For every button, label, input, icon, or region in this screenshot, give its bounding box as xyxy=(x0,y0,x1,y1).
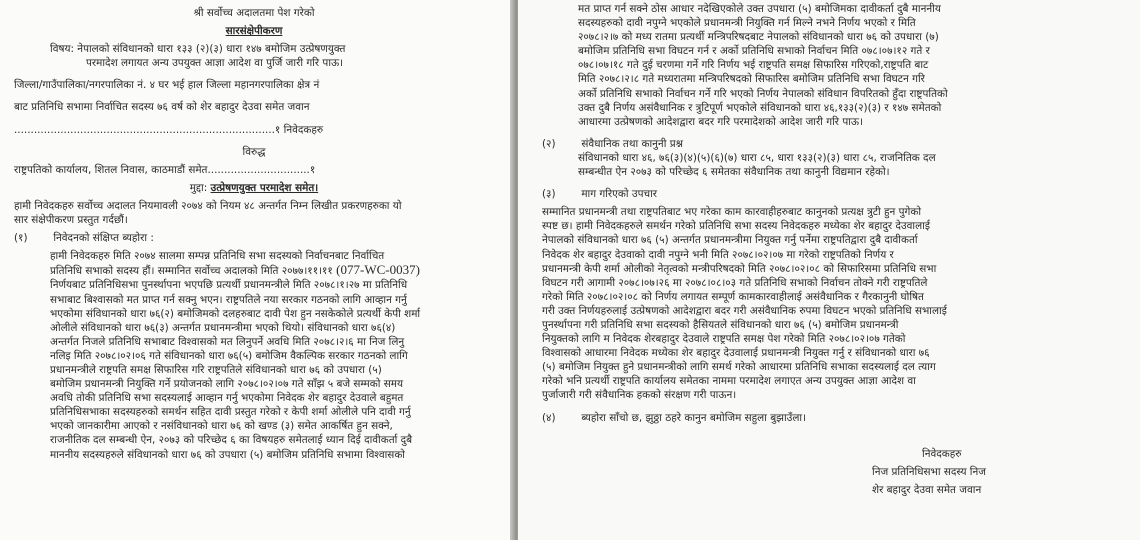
case-subject-prefix: मुद्दा: xyxy=(189,181,208,194)
petitioner-line: जिल्ला/गाउँपालिका/नगरपालिका नं. ४ घर भई हाल जिल्ला महानगरपालिका क्षेत्र नं xyxy=(14,79,320,92)
paragraph-line: आधारमा उत्प्रेषणको आदेशद्वारा बदर गरि परमादेशको आदेश जारी गरि पाऊ। xyxy=(578,115,864,128)
paragraph-line: प्रधानमन्त्रीले राष्ट्रपति समक्ष सिफारिस गरि राष्ट्रपतिले संविधानको धारा ७६ को उपधारा (५) xyxy=(50,363,382,376)
left-page xyxy=(0,0,512,540)
signature-line: निज प्रतिनिधिसभा सदस्य निज xyxy=(872,465,986,478)
paragraph-line: (५) बमोजिम नियुक्त हुने प्रधानमन्त्रीको लागि समर्थ गरेको आधारमा प्रतिनिधि सभाका सदस्यलाई दल त्याग xyxy=(542,361,936,374)
paragraph-line: निर्णयबाट प्रतिनिधिसभा पुनर्स्थापना भएपछि प्रत्यर्थी प्रधानमन्त्रीले मिति २०७८।१।२७ मा प्रतिनिधि xyxy=(50,279,408,292)
section-heading xyxy=(14,231,494,245)
paragraph-line: भएको जानकारीमा आएको र नसंविधानको धारा ७६ को खण्ड (३) समेत आकर्षित हुन सक्ने, xyxy=(50,420,393,433)
signature-title: निवेदकहरु xyxy=(922,447,962,460)
paragraph-line: पुर्जाजारी गरी संवैधानिक हकको संरक्षण गरी पाऊन। xyxy=(542,389,737,402)
intro-line: सार संक्षेपीकरण प्रस्तुत गर्दछौं। xyxy=(14,214,128,227)
section-heading xyxy=(542,137,1122,151)
case-subject-heading xyxy=(14,181,494,195)
paragraph-line: अन्तर्गत निजले प्रतिनिधि सभाबाट विश्वासको मत लिनुपर्ने अवधि मिति २०७८।२।६ मा निज लिनु xyxy=(50,335,405,348)
section-number: (१) xyxy=(14,232,28,245)
case-subject-text: उत्प्रेषणयुक्त परमादेश समेत। xyxy=(210,181,319,194)
paragraph-line: बमोजिम प्रतिनिधि सभा विघटन गर्न र अर्को प्रतिनिधि सभाको निर्वाचन मिति ०७८।०७।१२ गते र xyxy=(578,45,930,58)
paragraph-line: विघटन गरी आगामी २०७८।०७।२६ मा २०७८।०८।०३ गते प्रतिनिधि सभाको निर्वाचन तोक्ने गरी राष्ट्रपतिले xyxy=(542,276,928,289)
paragraph-line: सभाबाट बिश्वासको मत प्राप्त गर्न सक्नु भएन। राष्ट्रपतिले नया सरकार गठनको लागि आव्हान गर्नु xyxy=(50,293,407,306)
respondent-line: राष्ट्रपतिको कार्यालय, शितल निवास, काठमाडौं समेत...............................१ xyxy=(14,163,316,176)
paragraph-line: मत प्राप्त गर्न सक्ने ठोस आधार नदेखिएकोले उक्त उपधारा (५) बमोजिमका दावीकर्ता दुबै माननीय xyxy=(578,3,941,15)
petitioner-label: ...............................................................................१ निवेदकहरु xyxy=(14,123,324,136)
paragraph-line: राजनीतिक दल सम्बन्धी ऐन, २०७३ को परिच्छेद ६ का विषयहरु समेतलाई ध्यान दिई दावीकर्ता दुबै xyxy=(50,434,413,447)
paragraph-line: अर्को प्रतिनिधि सभाको निर्वाचन गर्ने गरि भएको निर्णय नेपालको संविधान विपरितको हुँदा राष्ट्रपतिको xyxy=(578,87,948,100)
paragraph-line: प्रतिनिधिसभाका सदस्यहरुको समर्थन सहित दावी प्रस्तुत गरेको र केपी शर्मा ओलीले पनि दावी गर्नु xyxy=(50,406,411,419)
paragraph-line: माननीय सदस्यहरुले संविधानको धारा ७६ को उपधारा (५) बमोजिम प्रतिनिधि सभामा विश्वासको xyxy=(50,448,406,461)
paragraph-line: मिति २०७८।२।८ गते मध्यरातमा मन्त्रिपरिषदको सिफारिस बमोजिम प्रतिनिधि सभा विघटन गरि xyxy=(578,73,925,86)
intro-line: हामी निवेदकहरु सर्वोच्च अदालत नियमावली २०७४ को नियम ४८ अन्तर्गत निम्न लिखीत प्रकरणहरुका यो xyxy=(14,199,402,212)
paragraph-line: उक्त दुबै निर्णय असंवैधानिक र त्रुटिपूर्ण भएकोले संविधानको धारा ४६,१३३(२)(३) र १४७ समेतको xyxy=(578,101,942,114)
paragraph-line: २०७८।२।७ को मध्य रातमा प्रत्यर्थी मन्त्रिपरिषदबाट नेपालको संविधानको धारा ७६ को उपधारा (७) xyxy=(578,31,939,44)
signature-line: शेर बहादुर देउवा समेत जवान xyxy=(872,483,982,496)
document-title: सारसंक्षेपीकरण xyxy=(225,25,283,38)
section-number: (४) xyxy=(542,411,556,424)
paragraph-line: गरेको भनि प्रत्यर्थी राष्ट्रपति कार्यालय समेतका नाममा परमादेश लगाएत अन्य उपयुक्त आज्ञा आदेश वा xyxy=(542,375,916,388)
paragraph-line: स्पष्ट छ। हामी निवेदकहरुले समर्थन गरेको प्रतिनिधि सभा सदस्य निवेदकहरु मध्येका शेर बहादुर देउवालाई xyxy=(542,220,930,233)
paragraph-line: प्रधानमन्त्री केपी शर्मा ओलीको नेतृत्वको मन्त्रीपरिषदको मिति २०७८।०२।०८ को सिफारिसमा प्रतिनिधि सभा xyxy=(542,262,937,275)
section-number: (३) xyxy=(542,188,556,201)
paragraph-line: सम्मानित प्रधानमन्त्री तथा राष्ट्रपतिबाट भए गरेका काम कारवाहीहरुबाट कानुनको प्रत्यक्ष त्रुटी हुन पुगेको xyxy=(542,206,922,219)
paragraph-line: नेपालको संविधानको धारा ७६ (५) अन्तर्गत प्रधानमन्त्रीमा नियुक्त गर्नु पर्नेमा राष्ट्रपतिद्वारा दुबै दावीकर्ता xyxy=(542,234,918,247)
right-page xyxy=(518,0,1140,540)
subject-line: परमादेश लगायत अन्य उपयुक्त आज्ञा आदेश वा पुर्जि जारी गरि पाऊ। xyxy=(86,57,344,70)
paragraph-line: बमोजिम प्रधानमन्त्री नियुक्ति गर्ने प्रयोजनको लागि २०७८।०२।०७ गते साँझ ५ बजे सम्मको समय xyxy=(50,378,403,391)
paragraph-line-text: प्रतिनिधि सभाको सदस्य हौं। सम्मानित सर्वोच्च अदालको मिति २०७७।११।११ xyxy=(50,265,333,278)
section-title: निवेदनको संक्षिप्त ब्यहोरा : xyxy=(53,232,154,245)
petitioner-line: बाट प्रतिनिधि सभामा निर्वाचित सदस्य ७६ वर्ष को शेर बहादुर देउवा समेत जवान xyxy=(14,101,310,114)
paragraph-line: पुनर्स्थापना गरी प्रतिनिधि सभा सदस्यको हैसियतले संविधानको धारा ७६ (५) बमोजिम प्रधानमन्त्री xyxy=(542,318,899,331)
paragraph-line: हामी निवेदकहरु मिति २०७४ सालमा सम्पन्न प्रतिनिधि सभा सदस्यको निर्वाचनबाट निर्वाचित xyxy=(50,250,385,263)
case-number: (077-WC-0037) xyxy=(336,263,420,278)
section-title: माग गरिएको उपचार xyxy=(581,188,658,201)
paragraph-line: अवधि तोकी प्रतिनिधि सभा सदस्यलाई आव्हान गर्नु भएकोमा निवेदक शेर बहादुर देउवाले बहुमत xyxy=(50,392,404,405)
paragraph-line: सदस्यहरुको दावी नपुग्ने भएकोले प्रधानमन्त्री नियुक्ति गर्न मिल्ने नभने निर्णय भएको र मिति xyxy=(578,17,916,30)
section-title: संवैधानिक तथा कानुनी प्रश्न xyxy=(581,137,683,150)
paragraph-line: विश्वासको आधारमा निवेदक मध्येका शेर बहादुर देउवालाई प्रधानमन्त्री नियुक्त गर्नु र संविधानको धारा ७६ xyxy=(542,347,930,360)
paragraph-line: निवेदक शेर बहादुर देउवाको दावी नपुग्ने भनी मिति २०७८।०२।०७ मा गरेको राष्ट्रपतिको निर्णय र xyxy=(542,248,894,261)
paragraph-line: सम्बन्धीत ऐन २०७३ को परिच्छेद ६ समेतका संवैधानिक तथा कानुनी विद्यमान रहेको। xyxy=(578,166,890,179)
section-heading xyxy=(542,187,1122,201)
paragraph-line: भएकोमा संविधानको धारा ७६(२) बमोजिमको दलहरुबाट दावी पेश हुन नसकेकोले प्रत्यर्थी केपी शर्मा xyxy=(50,307,421,320)
paragraph-line xyxy=(14,263,494,278)
subject-line: विषय: नेपालको संविधानको धारा १३३ (२)(३) धारा १४७ बमोजिम उत्प्रेषणयुक्त xyxy=(50,43,346,56)
court-header: श्री सर्वोच्च अदालतमा पेश गरेको xyxy=(193,7,315,19)
paragraph-line: गरी उक्त निर्णयहरुलाई उत्प्रेषणको आदेशद्वारा बदर गरी असंवैधानिक रुपमा विघटन भएको प्रतिनिधि सभालाई xyxy=(542,304,947,317)
paragraph-line: ओलीले संविधानको धारा ७६(३) अन्तर्गत प्रधानमन्त्रीमा भएको थियो। संविधानको धारा ७६(४) xyxy=(50,321,396,334)
paragraph-line: नलिइ मिति २०७८।०२।०६ गते संविधानको धारा ७६(५) बमोजिम वैकल्पिक सरकार गठनको लागि xyxy=(50,349,408,362)
paragraph-line: ०७८।०७।१८ गते दुई चरणमा गर्ने गरि निर्णय भई राष्ट्रपति समक्ष सिफारिस गरिएको,राष्ट्रपति बाट xyxy=(578,59,929,72)
declaration-text: ब्यहोरा साँचो छ, झुठ्ठा ठहरे कानुन बमोजिम सहुला बुझाउँला। xyxy=(581,411,807,424)
paragraph-line: संविधानको धारा ४६, ७६(३)(४)(५)(६)(७) धारा ८५, धारा १३३(२)(३) धारा ८५, राजनितिक दल xyxy=(578,151,936,164)
section-number: (२) xyxy=(542,137,556,150)
paragraph-line: गरेको मिति २०७८।०२।०८ को निर्णय लगायत सम्पूर्ण कामकारवाहीलाई असंवैधानिक र गैरकानुनी घोषित xyxy=(542,290,924,303)
paragraph-line: नियुक्तको लागि म निवेदक शेरबहादुर देउवाले राष्ट्रपति समक्ष पेश गरेको मिति २०७८।०२।०७ गतेको xyxy=(542,333,906,346)
versus-label: विरुद्ध xyxy=(242,145,266,158)
declaration-line xyxy=(542,411,1122,425)
